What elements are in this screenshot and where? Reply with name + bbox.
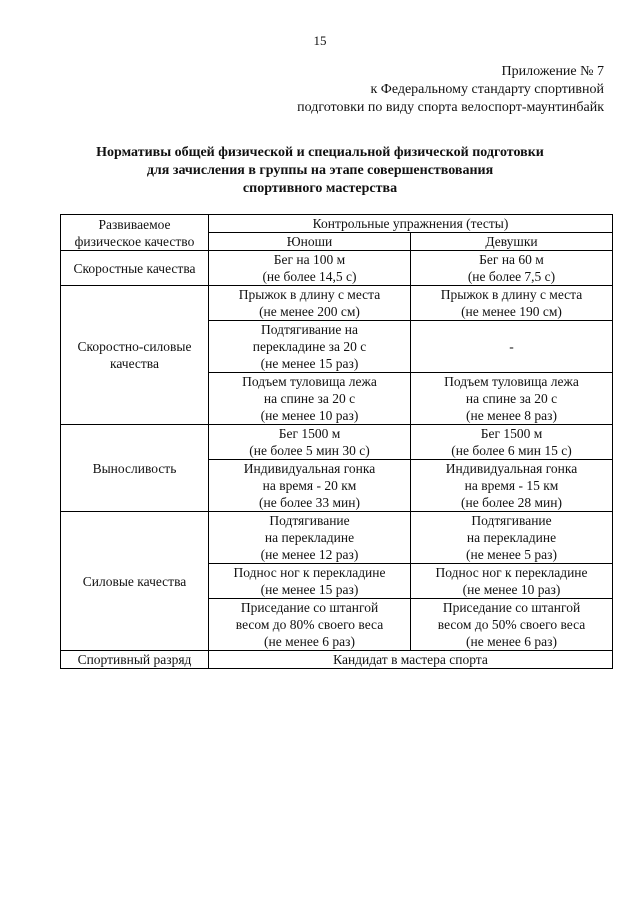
header-row [61,215,613,233]
table-row [61,286,613,321]
cell-boys: Индивидуальная гонка на время - 20 км (не более 33 мин) [209,460,411,512]
document-title [60,144,580,198]
cell-boys: Подъем туловища лежа на спине за 20 с (не менее 10 раз) [209,373,411,425]
title-line-1: Нормативы общей физической и специальной физической подготовки [96,145,544,160]
quality-strength: Силовые качества [61,512,209,651]
cell-girls: - [411,321,613,373]
cell-girls: Индивидуальная гонка на время - 15 км (не более 28 мин) [411,460,613,512]
cell-boys: Подтягивание на перекладине (не менее 12 раз) [209,512,411,564]
appendix-line-1: Приложение № 7 [501,64,604,79]
appendix-note [297,63,604,117]
cell-girls: Подъем туловища лежа на спине за 20 с (не менее 8 раз) [411,373,613,425]
cell-girls: Поднос ног к перекладине (не менее 10 раз) [411,564,613,599]
cell-boys: Прыжок в длину с места (не менее 200 см) [209,286,411,321]
header-tests: Контрольные упражнения (тесты) [209,215,613,233]
header-girls: Девушки [411,233,613,251]
cell-boys: Приседание со штангой весом до 80% своего веса (не менее 6 раз) [209,599,411,651]
table-row [61,512,613,564]
appendix-line-2: к Федеральному стандарту спортивной [370,82,604,97]
cell-boys: Бег на 100 м (не более 14,5 с) [209,251,411,286]
table-row [61,251,613,286]
quality-speed: Скоростные качества [61,251,209,286]
quality-speed-strength: Скоростно-силовые качества [61,286,209,425]
rank-value: Кандидат в мастера спорта [209,651,613,669]
cell-boys: Поднос ног к перекладине (не менее 15 раз) [209,564,411,599]
table-row [61,425,613,460]
cell-boys: Подтягивание на перекладине за 20 с (не менее 15 раз) [209,321,411,373]
cell-girls: Бег на 60 м (не более 7,5 с) [411,251,613,286]
title-line-2: для зачисления в группы на этапе совершенствования [146,163,494,178]
table-row [61,651,613,669]
cell-girls: Прыжок в длину с места (не менее 190 см) [411,286,613,321]
title-line-3: спортивного мастерства [242,181,398,196]
cell-boys: Бег 1500 м (не более 5 мин 30 с) [209,425,411,460]
header-boys: Юноши [209,233,411,251]
cell-girls: Подтягивание на перекладине (не менее 5 раз) [411,512,613,564]
cell-girls: Приседание со штангой весом до 50% своего веса (не менее 6 раз) [411,599,613,651]
cell-girls: Бег 1500 м (не более 6 мин 15 с) [411,425,613,460]
appendix-line-3: подготовки по виду спорта велоспорт-маунтинбайк [297,100,604,115]
quality-endurance: Выносливость [61,425,209,512]
page-number: 15 [313,33,327,48]
header-quality: Развиваемое физическое качество [61,215,209,251]
quality-rank: Спортивный разряд [61,651,209,669]
norms-table [60,214,613,669]
